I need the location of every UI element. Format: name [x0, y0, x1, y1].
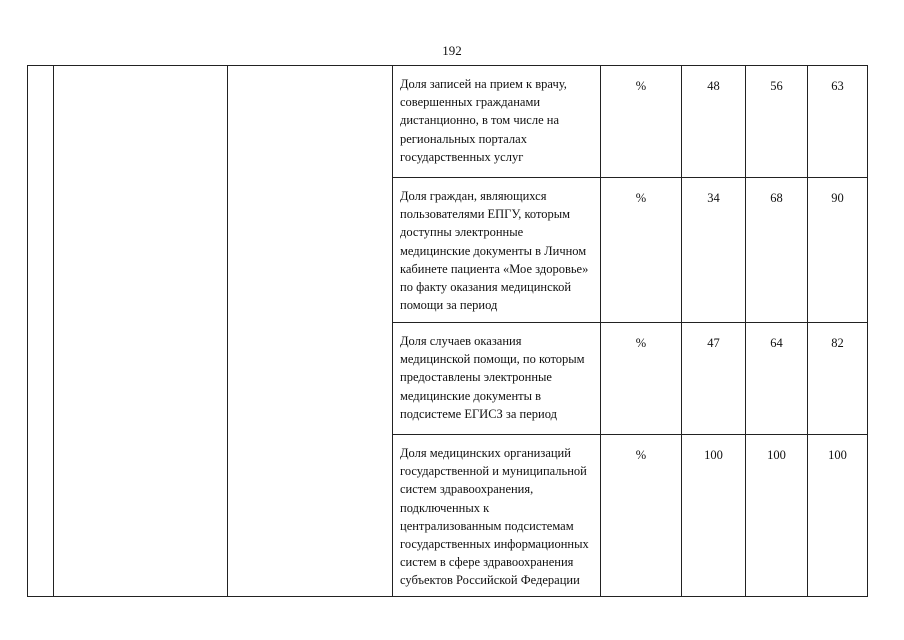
indicator-value-2: 100	[746, 435, 808, 597]
empty-cell-goal	[228, 66, 393, 597]
indicator-value-1: 100	[682, 435, 746, 597]
table-row	[28, 66, 868, 178]
indicators-table	[27, 65, 868, 597]
indicator-value-3: 100	[808, 435, 868, 597]
indicator-unit: %	[601, 435, 682, 597]
indicator-value-3: 82	[808, 323, 868, 435]
indicator-description: Доля медицинских организаций государственной и муниципальной систем здравоохранения, подключенных к централизованным подсистемам государственных информационных систем в сфере здравоохранения субъектов Российской Федерации	[393, 435, 601, 597]
indicator-unit: %	[601, 323, 682, 435]
indicator-value-2: 56	[746, 66, 808, 178]
indicator-description: Доля записей на прием к врачу, совершенных гражданами дистанционно, в том числе на региональных порталах государственных услуг	[393, 66, 601, 178]
indicator-value-1: 34	[682, 178, 746, 323]
indicator-unit: %	[601, 178, 682, 323]
indicator-unit: %	[601, 66, 682, 178]
indicator-value-3: 90	[808, 178, 868, 323]
indicator-value-1: 48	[682, 66, 746, 178]
page-number: 192	[442, 43, 462, 58]
indicator-description: Доля граждан, являющихся пользователями ЕПГУ, которым доступны электронные медицинские документы в Личном кабинете пациента «Мое здоровье» по факту оказания медицинской помощи за период	[393, 178, 601, 323]
indicator-description: Доля случаев оказания медицинской помощи, по которым предоставлены электронные медицинские документы в подсистеме ЕГИСЗ за период	[393, 323, 601, 435]
indicator-value-1: 47	[682, 323, 746, 435]
indicator-value-2: 68	[746, 178, 808, 323]
empty-cell-number	[28, 66, 54, 597]
indicator-value-2: 64	[746, 323, 808, 435]
empty-cell-project	[54, 66, 228, 597]
indicator-value-3: 63	[808, 66, 868, 178]
